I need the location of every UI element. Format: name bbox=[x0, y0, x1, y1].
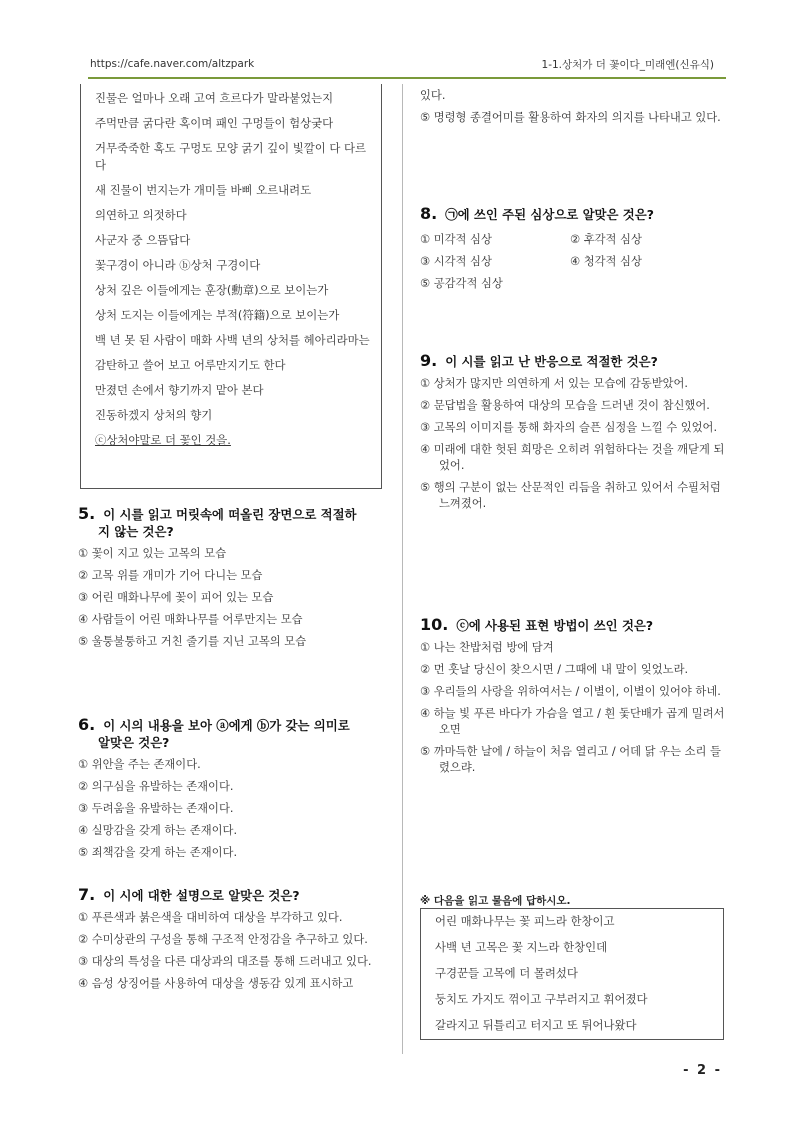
answer-option[interactable]: ⑤ 죄책감을 갖게 하는 존재이다. bbox=[78, 846, 238, 859]
question-number: 10. bbox=[420, 615, 449, 634]
answer-option[interactable]: ③ 우리들의 사랑을 위하여서는 / 이별이, 이별이 있어야 하네. bbox=[420, 685, 721, 698]
answer-option[interactable]: ⑤ 울퉁불퉁하고 거친 줄기를 지닌 고목의 모습 bbox=[78, 635, 307, 648]
poem-line: 진물은 얼마나 오래 고여 흐르다가 말라붙었는지 bbox=[95, 91, 334, 105]
poem-line: 의연하고 의젓하다 bbox=[95, 208, 187, 222]
poem-line: 상처 도지는 이들에게는 부적(符籍)으로 보이는가 bbox=[95, 308, 340, 322]
question-title bbox=[420, 616, 730, 634]
question-8 bbox=[420, 205, 730, 291]
question-title bbox=[78, 886, 388, 904]
answer-option-cont: 있다. bbox=[420, 89, 446, 102]
answer-option[interactable]: ① 상처가 많지만 의연하게 서 있는 모습에 감동받았어. bbox=[420, 377, 689, 390]
answer-option[interactable]: ② 문답법을 활용하여 대상의 모습을 드러낸 것이 참신했어. bbox=[420, 399, 710, 412]
question-text: 이 시의 내용을 보아 ⓐ에게 ⓑ가 갖는 의미로 bbox=[103, 718, 350, 733]
answer-option[interactable]: ② 의구심을 유발하는 존재이다. bbox=[78, 780, 234, 793]
answer-option[interactable]: ③ 대상의 특성을 다른 대상과의 대조를 통해 드러내고 있다. bbox=[78, 955, 372, 968]
header-title: 1-1.상처가 더 꽃이다_미래엔(신유식) bbox=[541, 59, 714, 71]
question-text-cont: 지 않는 것은? bbox=[98, 524, 174, 539]
poem-line: 꽃구경이 아니라 ⓑ상처 구경이다 bbox=[95, 258, 261, 272]
question-text: 이 시를 읽고 난 반응으로 적절한 것은? bbox=[445, 354, 658, 369]
answer-option[interactable]: ② 후각적 심상 bbox=[570, 233, 642, 246]
question-text-cont: 알맞은 것은? bbox=[98, 735, 170, 750]
poem-line: 만졌던 손에서 향기까지 맡아 본다 bbox=[95, 383, 264, 397]
question-6 bbox=[78, 716, 388, 861]
poem-line: 감탄하고 쓸어 보고 어루만지기도 한다 bbox=[95, 358, 286, 372]
answer-option[interactable]: ③ 고목의 이미지를 통해 화자의 슬픈 심정을 느낄 수 있었어. bbox=[420, 421, 718, 434]
poem-line: 상처 깊은 이들에게는 훈장(勳章)으로 보이는가 bbox=[95, 283, 329, 297]
question-10 bbox=[420, 616, 730, 776]
answer-option[interactable]: ⑤ 공감각적 심상 bbox=[420, 277, 503, 290]
question-7-continued bbox=[420, 88, 730, 126]
answer-option[interactable]: ② 먼 훗날 당신이 찾으시면 / 그때에 내 말이 잊었노라. bbox=[420, 663, 689, 676]
poem-line: 사군자 중 으뜸답다 bbox=[95, 233, 191, 247]
answer-option[interactable]: ③ 어린 매화나무에 꽃이 피어 있는 모습 bbox=[78, 591, 274, 604]
answer-option[interactable]: ④ 사람들이 어린 매화나무를 어루만지는 모습 bbox=[78, 613, 303, 626]
poem-line: 갈라지고 뒤틀리고 터지고 또 튀어나왔다 bbox=[435, 1018, 637, 1032]
answer-option[interactable]: ④ 청각적 심상 bbox=[570, 255, 642, 268]
answer-option[interactable]: ④ 음성 상징어를 사용하여 대상을 생동감 있게 표시하고 bbox=[78, 977, 354, 990]
answer-option[interactable]: ③ 시각적 심상 bbox=[420, 255, 492, 268]
question-title bbox=[78, 716, 388, 751]
question-text: 이 시를 읽고 머릿속에 떠올린 장면으로 적절하 bbox=[103, 507, 357, 522]
answer-option[interactable]: ② 고목 위를 개미가 기어 다니는 모습 bbox=[78, 569, 263, 582]
poem-line: 진동하겠지 상처의 향기 bbox=[95, 408, 213, 422]
question-title bbox=[420, 352, 730, 370]
header-rule bbox=[88, 77, 726, 79]
question-text: 이 시에 대한 설명으로 알맞은 것은? bbox=[103, 888, 300, 903]
question-number: 5. bbox=[78, 504, 96, 523]
answer-option[interactable]: ⑤ 행의 구분이 없는 산문적인 리듬을 취하고 있어서 수필처럼 느껴졌어. bbox=[420, 481, 721, 510]
answer-option[interactable]: ② 수미상관의 구성을 통해 구조적 안정감을 추구하고 있다. bbox=[78, 933, 368, 946]
question-title bbox=[420, 205, 730, 223]
page-number: - 2 - bbox=[683, 1063, 722, 1078]
question-number: 8. bbox=[420, 204, 438, 223]
column-divider bbox=[402, 84, 403, 1054]
poem-box bbox=[80, 84, 382, 489]
question-number: 9. bbox=[420, 351, 438, 370]
question-7 bbox=[78, 886, 388, 992]
question-number: 7. bbox=[78, 885, 96, 904]
question-text: ㉠에 쓰인 주된 심상으로 알맞은 것은? bbox=[445, 207, 654, 222]
poem-line: 어린 매화나무는 꽃 피느라 한창이고 bbox=[435, 914, 615, 928]
answer-option[interactable]: ④ 실망감을 갖게 하는 존재이다. bbox=[78, 824, 238, 837]
instruction-note: ※ 다음을 읽고 물음에 답하시오. bbox=[420, 895, 571, 907]
answer-option[interactable]: ① 푸른색과 붉은색을 대비하여 대상을 부각하고 있다. bbox=[78, 911, 343, 924]
poem-line: 둥치도 가지도 꺾이고 구부러지고 휘어졌다 bbox=[435, 992, 648, 1006]
answer-option[interactable]: ① 미각적 심상 bbox=[420, 233, 492, 246]
question-number: 6. bbox=[78, 715, 96, 734]
poem-line: 거무죽죽한 혹도 구멍도 모양 굵기 깊이 빛깔이 다 다르다 bbox=[95, 141, 367, 172]
answer-option[interactable]: ④ 하늘 빛 푸른 바다가 가슴을 열고 / 흰 돛단배가 곱게 밀려서 오면 bbox=[420, 707, 725, 736]
question-title bbox=[78, 505, 388, 540]
poem-line: ⓒ상처야말로 더 꽃인 것을. bbox=[95, 433, 231, 447]
poem-line: 백 년 못 된 사람이 매화 사백 년의 상처를 헤아리라마는 bbox=[95, 333, 370, 347]
question-text: ⓒ에 사용된 표현 방법이 쓰인 것은? bbox=[456, 618, 654, 633]
answer-option[interactable]: ① 꽃이 지고 있는 고목의 모습 bbox=[78, 547, 227, 560]
poem-box-2 bbox=[420, 908, 724, 1040]
poem-line: 새 진물이 번지는가 개미들 바삐 오르내려도 bbox=[95, 183, 312, 197]
answer-option[interactable]: ① 위안을 주는 존재이다. bbox=[78, 758, 201, 771]
answer-options-grid bbox=[420, 231, 730, 291]
answer-option[interactable]: ⑤ 까마득한 날에 / 하늘이 처음 열리고 / 어데 닭 우는 소리 들렸으랴. bbox=[420, 745, 721, 774]
answer-option[interactable]: ⑤ 명령형 종결어미를 활용하여 화자의 의지를 나타내고 있다. bbox=[420, 111, 721, 124]
poem-line: 구경꾼들 고목에 더 몰려섰다 bbox=[435, 966, 578, 980]
header-url: https://cafe.naver.com/altzpark bbox=[90, 58, 255, 70]
answer-option[interactable]: ① 나는 찬밥처럼 방에 담겨 bbox=[420, 641, 554, 654]
question-9 bbox=[420, 352, 730, 512]
question-5 bbox=[78, 505, 388, 650]
answer-option[interactable]: ④ 미래에 대한 헛된 희망은 오히려 위험하다는 것을 깨닫게 되었어. bbox=[420, 443, 725, 472]
answer-option[interactable]: ③ 두려움을 유발하는 존재이다. bbox=[78, 802, 234, 815]
poem-line: 사백 년 고목은 꽃 지느라 한창인데 bbox=[435, 940, 608, 954]
poem-line: 주먹만큼 굵다란 혹이며 패인 구멍들이 험상궂다 bbox=[95, 116, 334, 130]
